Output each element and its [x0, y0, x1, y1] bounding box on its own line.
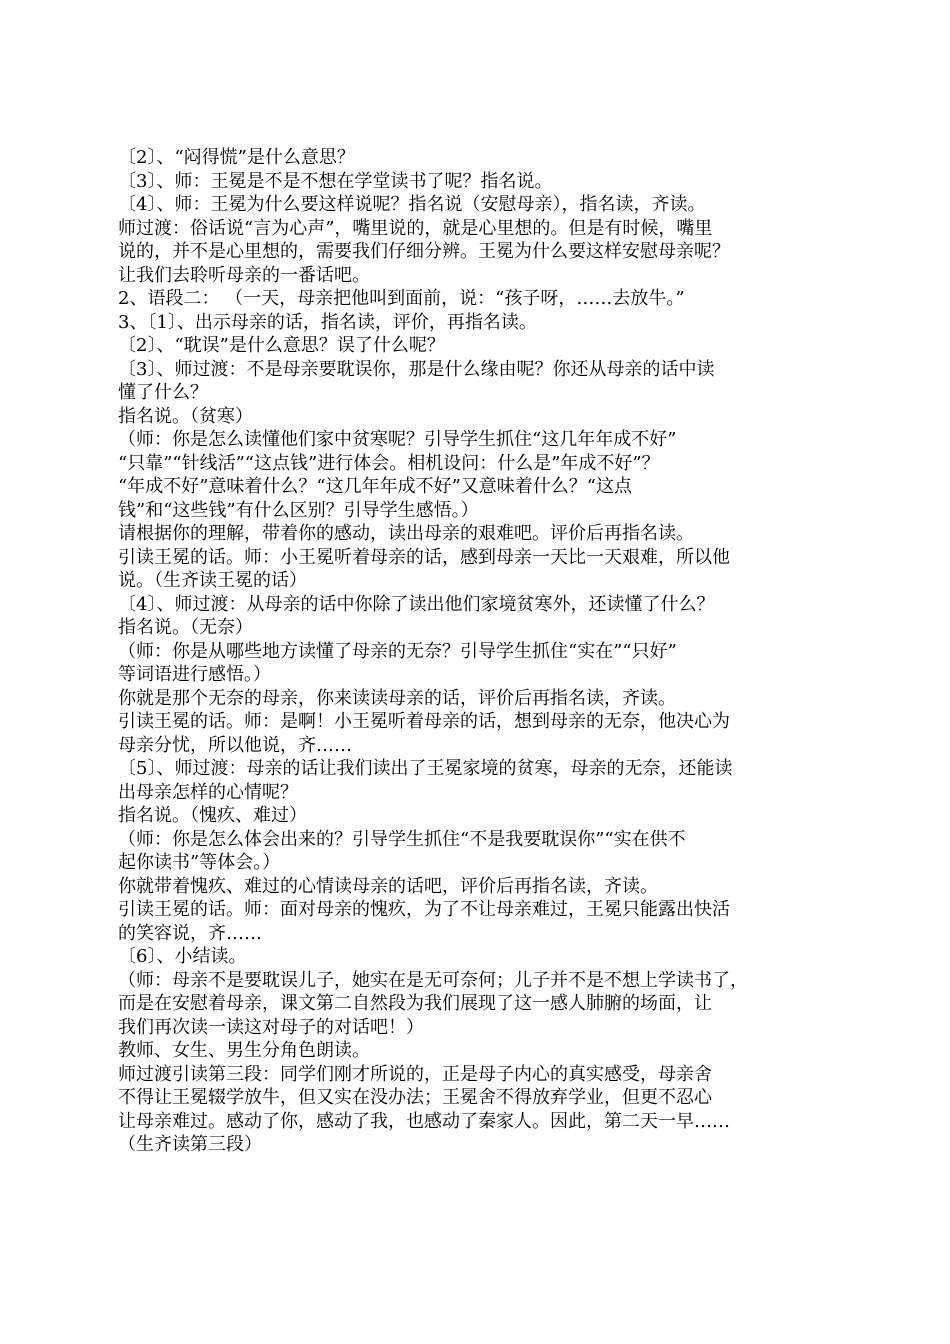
- text-line: 不得让王冕辍学放牛，但又实在没办法；王冕舍不得放弃学业，但更不忍心: [118, 1087, 712, 1108]
- text-line: 〔6〕、小结读。: [118, 946, 247, 967]
- text-line: 〔4〕、师：王冕为什么要这样说呢？指名说（安慰母亲），指名读，齐读。: [118, 194, 706, 215]
- text-line: 〔3〕、师：王冕是不是不想在学堂读书了呢？指名说。: [118, 170, 553, 192]
- text-line: 引读王冕的话。师：小王冕听着母亲的话，感到母亲一天比一天艰难，所以他: [118, 546, 730, 568]
- text-line: 师过渡：俗话说“言为心声”，嘴里说的，就是心里想的。但是有时候，嘴里: [118, 217, 713, 239]
- text-line: （师：你是从哪些地方读懂了母亲的无奈？引导学生抓住“实在”“只好”: [118, 640, 677, 662]
- text-line: 说。（生齐读王冕的话）: [118, 570, 307, 591]
- text-line: 我们再次读一读这对母子的对话吧！）: [118, 1016, 424, 1038]
- text-line: 教师、女生、男生分角色朗读。: [118, 1040, 370, 1061]
- text-line: 让母亲难过。感动了你，感动了我，也感动了秦家人。因此，第二天一早……: [118, 1110, 730, 1132]
- text-line: “年成不好”意味着什么？“这几年年成不好”又意味着什么？“这点: [118, 476, 633, 497]
- document-body: [118, 146, 838, 1157]
- text-line: （师：你是怎么读懂他们家中贫寒呢？引导学生抓住“这几年年成不好”: [118, 429, 677, 450]
- text-line: 你就带着愧疚、难过的心情读母亲的话吧，评价后再指名读，齐读。: [118, 875, 658, 897]
- text-line: 〔2〕、“闷得慌”是什么意思？: [118, 147, 355, 168]
- text-line: 引读王冕的话。师：面对母亲的愧疚，为了不让母亲难过，王冕只能露出快活: [118, 899, 730, 920]
- text-line: 说的，并不是心里想的，需要我们仔细分辨。王冕为什么要这样安慰母亲呢？: [118, 241, 730, 262]
- text-line: 让我们去聆听母亲的一番话吧。: [118, 264, 370, 286]
- text-line: 等词语进行感悟。）: [118, 664, 271, 685]
- text-line: 母亲分忧，所以他说，齐……: [118, 734, 352, 756]
- text-line: 〔5〕、师过渡：母亲的话让我们读出了王冕家境的贫寒，母亲的无奈，还能读: [118, 758, 733, 779]
- text-line: “只靠”“针线活”“这点钱”进行体会。相机设问：什么是”年成不好”？: [118, 452, 660, 474]
- text-line: 你就是那个无奈的母亲，你来读读母亲的话，评价后再指名读，齐读。: [118, 687, 676, 709]
- text-line: 而是在安慰着母亲，课文第二自然段为我们展现了这一感人肺腑的场面，让: [118, 993, 712, 1014]
- text-line: 引读王冕的话。师：是啊！小王冕听着母亲的话，想到母亲的无奈，他决心为: [118, 711, 730, 732]
- text-line: 出母亲怎样的心情呢？: [118, 781, 298, 803]
- text-line: 懂了什么？: [118, 382, 208, 403]
- text-line: 〔4〕、师过渡：从母亲的话中你除了读出他们家境贫寒外，还读懂了什么？: [118, 593, 715, 615]
- text-line: （师：母亲不是要耽误儿子，她实在是无可奈何；儿子并不是不想上学读书了，: [118, 969, 748, 991]
- text-line: 起你读书”等体会。）: [118, 852, 281, 873]
- text-line: 指名说。（贫寒）: [118, 405, 253, 427]
- text-line: 师过渡引读第三段：同学们刚才所说的，正是母子内心的真实感受，母亲舍: [118, 1063, 712, 1085]
- text-line: 的笑容说，齐……: [118, 922, 262, 944]
- text-line: （师：你是怎么体会出来的？引导学生抓住“不是我要耽误你”“实在供不: [118, 828, 686, 850]
- text-line: 钱”和“这些钱”有什么区别？引导学生感悟。）: [118, 499, 479, 521]
- text-line: 〔3〕、师过渡：不是母亲要耽误你，那是什么缘由呢？你还从母亲的话中读: [118, 358, 715, 380]
- text-line: 3、〔1〕、出示母亲的话，指名读，评价，再指名读。: [118, 311, 537, 333]
- text-line: 〔2〕、“耽误”是什么意思？误了什么呢？: [118, 335, 445, 356]
- text-line: 指名说。（愧疚、难过）: [118, 805, 307, 826]
- text-line: 指名说。（无奈）: [118, 617, 253, 638]
- text-line: （生齐读第三段）: [118, 1134, 262, 1155]
- text-line: 2、语段二： （一天，母亲把他叫到面前，说：“孩子呀，……去放牛。”: [118, 288, 685, 309]
- text-line: 请根据你的理解，带着你的感动，读出母亲的艰难吧。评价后再指名读。: [118, 523, 694, 544]
